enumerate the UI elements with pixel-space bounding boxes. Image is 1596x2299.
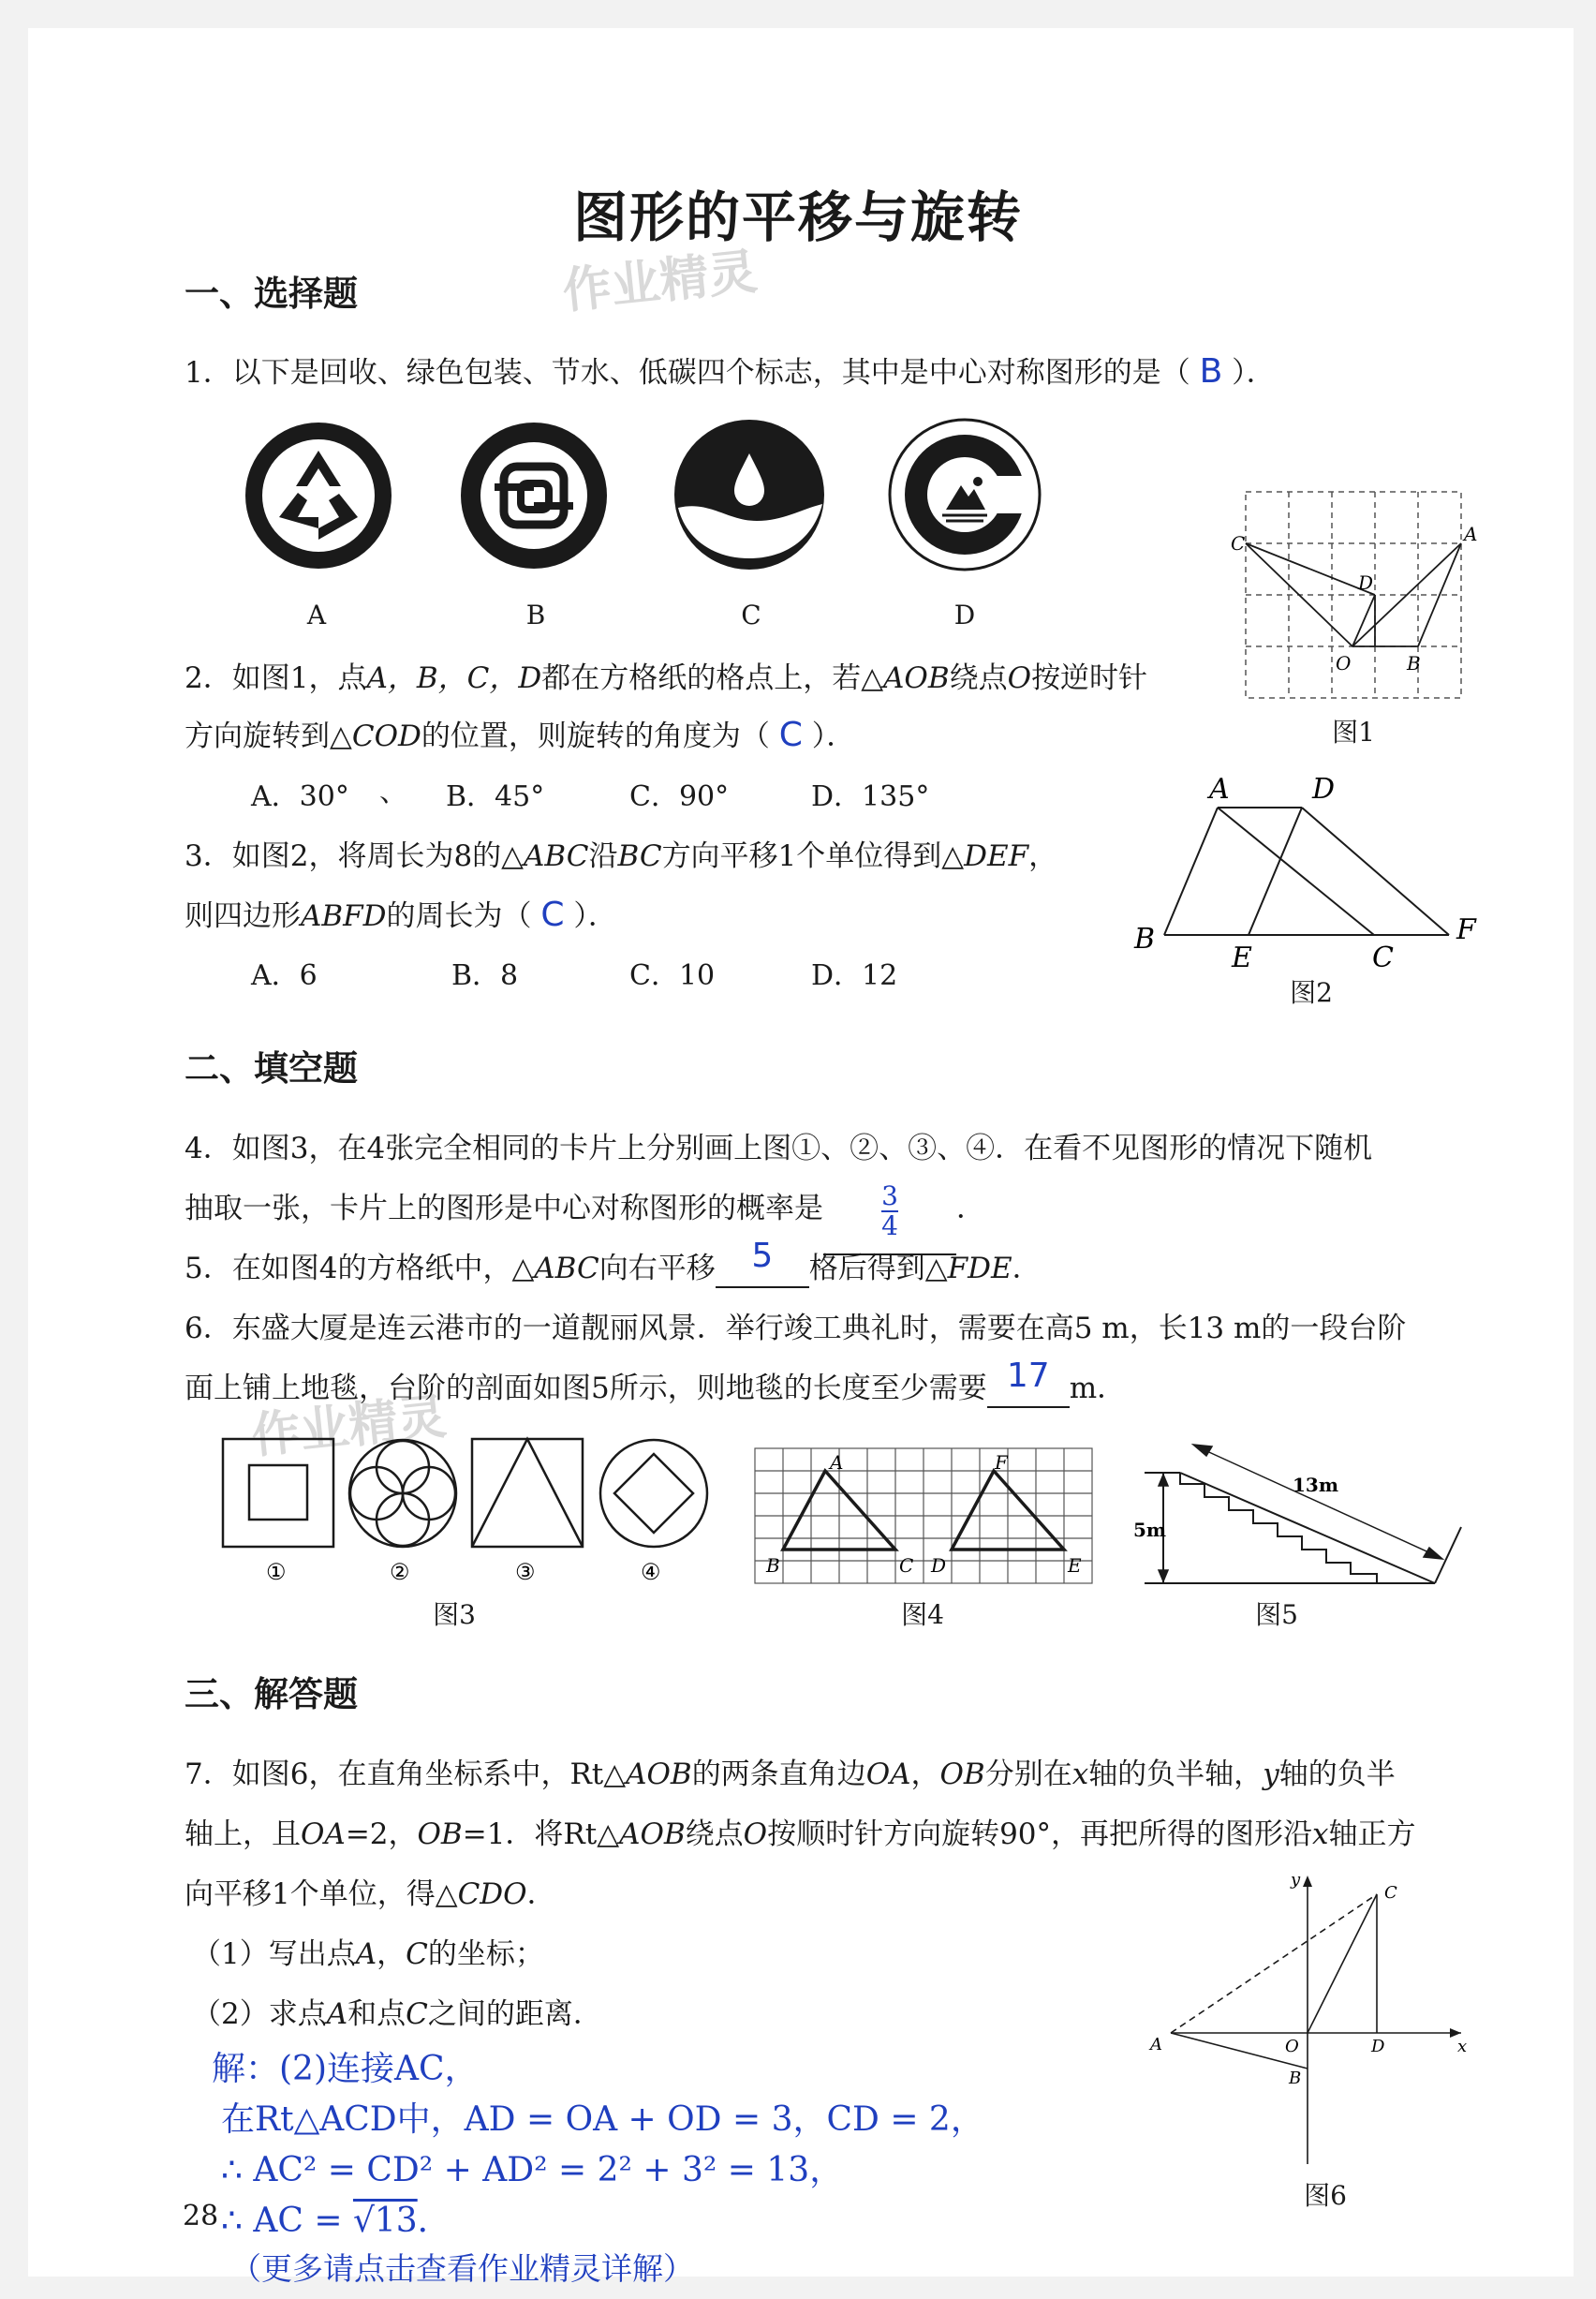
fig4-point-a: A xyxy=(830,1451,844,1474)
solution-line-1: 解：(2)连接AC， xyxy=(212,2050,479,2088)
fig2-point-e: E xyxy=(1232,942,1252,974)
figure-5 xyxy=(1135,1426,1491,1594)
page-number: 28 xyxy=(183,2200,219,2232)
fig2-point-a: A xyxy=(1209,773,1230,806)
answer-3: C xyxy=(540,896,565,934)
figure-1-caption: 图1 xyxy=(1332,717,1375,748)
fig1-point-a: A xyxy=(1464,523,1478,545)
fig6-axis-y: y xyxy=(1291,1870,1301,1890)
question-6-line2: 面上铺上地毯，台阶的剖面如图5所示，则地毯的长度至少需要 17 m． xyxy=(185,1364,1126,1408)
question-4-line2: 抽取一张，卡片上的图形是中心对称图形的概率是 $\frac{3}{4}$ ． xyxy=(185,1184,985,1255)
option: D．135° xyxy=(811,780,930,813)
fig5-height: 5m xyxy=(1133,1519,1167,1541)
option: B．8 xyxy=(451,959,519,992)
option: C．10 xyxy=(629,959,716,992)
fig6-point-b: B xyxy=(1289,2069,1302,2088)
figure-4 xyxy=(753,1446,1094,1587)
section-heading: 二、填空题 xyxy=(185,1048,358,1089)
fig6-point-o: O xyxy=(1285,2037,1299,2056)
question-7-sub1: （1）写出点A，C的坐标； xyxy=(192,1937,544,1971)
question-1: 1．以下是回收、绿色包装、节水、低碳四个标志，其中是中心对称图形的是（ B ）． xyxy=(185,352,1276,391)
option: B．45° xyxy=(446,780,545,813)
logo-low-carbon xyxy=(888,418,1042,572)
figure-6-caption: 图6 xyxy=(1304,2180,1347,2211)
more-details-link[interactable]: （更多请点击查看作业精灵详解） xyxy=(230,2250,694,2287)
solution-line-4: ∴ AC = √13． xyxy=(221,2202,451,2240)
section-heading: 三、解答题 xyxy=(185,1674,358,1714)
question-2-line2: 方向旋转到△COD的位置，则旋转的角度为（ C ）． xyxy=(185,716,856,754)
logo-label: C xyxy=(741,600,761,630)
option: A．30° xyxy=(251,780,349,813)
fig4-point-f: F xyxy=(995,1451,1008,1474)
question-7-line1: 7．如图6，在直角坐标系中，Rt△AOB的两条直角边OA，OB分别在x轴的负半轴，y轴的负半 xyxy=(185,1758,1396,1791)
fig1-point-c: C xyxy=(1231,532,1246,555)
logo-packaging xyxy=(457,420,612,571)
question-7-line3: 向平移1个单位，得△CDO． xyxy=(185,1877,556,1911)
question-7-line2: 轴上，且OA=2，OB=1．将Rt△AOB绕点O按顺时针方向旋转90°，再把所得的图形沿x轴正方 xyxy=(185,1817,1416,1851)
option: A．6 xyxy=(251,959,318,992)
fig6-point-d: D xyxy=(1371,2037,1385,2056)
answer-2: C xyxy=(778,716,803,754)
logo-label: B xyxy=(525,600,546,630)
fig4-point-e: E xyxy=(1068,1554,1082,1577)
figure-3-caption: 图3 xyxy=(433,1599,476,1630)
fig2-point-c: C xyxy=(1372,942,1394,974)
fig4-point-d: D xyxy=(931,1554,947,1577)
fig2-point-d: D xyxy=(1312,773,1336,806)
logo-label: D xyxy=(953,600,976,630)
fig6-point-c: C xyxy=(1384,1883,1397,1903)
question-6-line1: 6．东盛大厦是连云港市的一道靓丽风景．举行竣工典礼时，需要在高5 m，长13 m的一段台阶 xyxy=(185,1312,1407,1345)
figure-3 xyxy=(221,1437,708,1596)
answer-4-fraction: $\frac{3}{4}$ xyxy=(881,1180,898,1241)
question-3-line2: 则四边形ABFD的周长为（ C ）． xyxy=(185,896,617,934)
fig3-label-4: ④ xyxy=(641,1559,661,1585)
fig2-point-b: B xyxy=(1134,923,1156,956)
answer-5: 5 xyxy=(751,1237,774,1275)
figure-4-caption: 图4 xyxy=(901,1599,944,1630)
watermark: 作业精灵 xyxy=(560,244,761,320)
fig5-length: 13m xyxy=(1293,1474,1338,1496)
fig1-point-b: B xyxy=(1407,652,1421,675)
answer-1: B xyxy=(1199,352,1223,391)
question-2-line1: 2．如图1，点A，B，C，D都在方格纸的格点上，若△AOB绕点O按逆时针 xyxy=(185,661,1148,695)
figure-6 xyxy=(1152,1864,1480,2173)
fig3-label-3: ③ xyxy=(515,1559,536,1585)
option: C．90° xyxy=(629,780,730,813)
figure-1 xyxy=(1231,490,1478,705)
logo-water xyxy=(672,418,827,572)
figure-2 xyxy=(1129,773,1485,974)
question-5: 5．在如图4的方格纸中，△ABC向右平移 5 格后得到△FDE． xyxy=(185,1244,1042,1288)
fig1-point-d: D xyxy=(1358,571,1374,594)
fig6-axis-x: x xyxy=(1457,2037,1468,2056)
fig1-point-o: O xyxy=(1336,652,1352,675)
fig3-label-2: ② xyxy=(390,1559,410,1585)
solution-line-2: 在Rt△ACD中，AD = OA + OD = 3，CD = 2， xyxy=(221,2100,984,2139)
fig4-point-c: C xyxy=(899,1554,914,1577)
section-heading: 一、选择题 xyxy=(185,274,358,314)
fig4-point-b: B xyxy=(766,1554,780,1577)
page-title: 图形的平移与旋转 xyxy=(572,185,1023,249)
fig3-label-1: ① xyxy=(266,1559,287,1585)
fig2-point-f: F xyxy=(1456,913,1476,946)
question-3-line1: 3．如图2，将周长为8的△ABC沿BC方向平移1个单位得到△DEF， xyxy=(185,839,1058,873)
figure-5-caption: 图5 xyxy=(1255,1599,1298,1630)
watermark: 作业精灵 xyxy=(249,1388,450,1465)
solution-line-3: ∴ AC² = CD² + AD² = 2² + 3² = 13， xyxy=(221,2151,844,2189)
decorative-mark: 、 xyxy=(379,776,407,808)
answer-6: 17 xyxy=(1006,1357,1050,1395)
figure-2-caption: 图2 xyxy=(1290,977,1333,1008)
logo-recycle xyxy=(242,420,396,571)
fig6-point-a: A xyxy=(1150,2035,1162,2054)
question-7-sub2: （2）求点A和点C之间的距离． xyxy=(192,1997,602,2031)
option: D．12 xyxy=(811,959,898,992)
logo-label: A xyxy=(306,600,327,630)
question-4-line1: 4．如图3，在4张完全相同的卡片上分别画上图①、②、③、④．在看不见图形的情况下随机 xyxy=(185,1132,1373,1165)
